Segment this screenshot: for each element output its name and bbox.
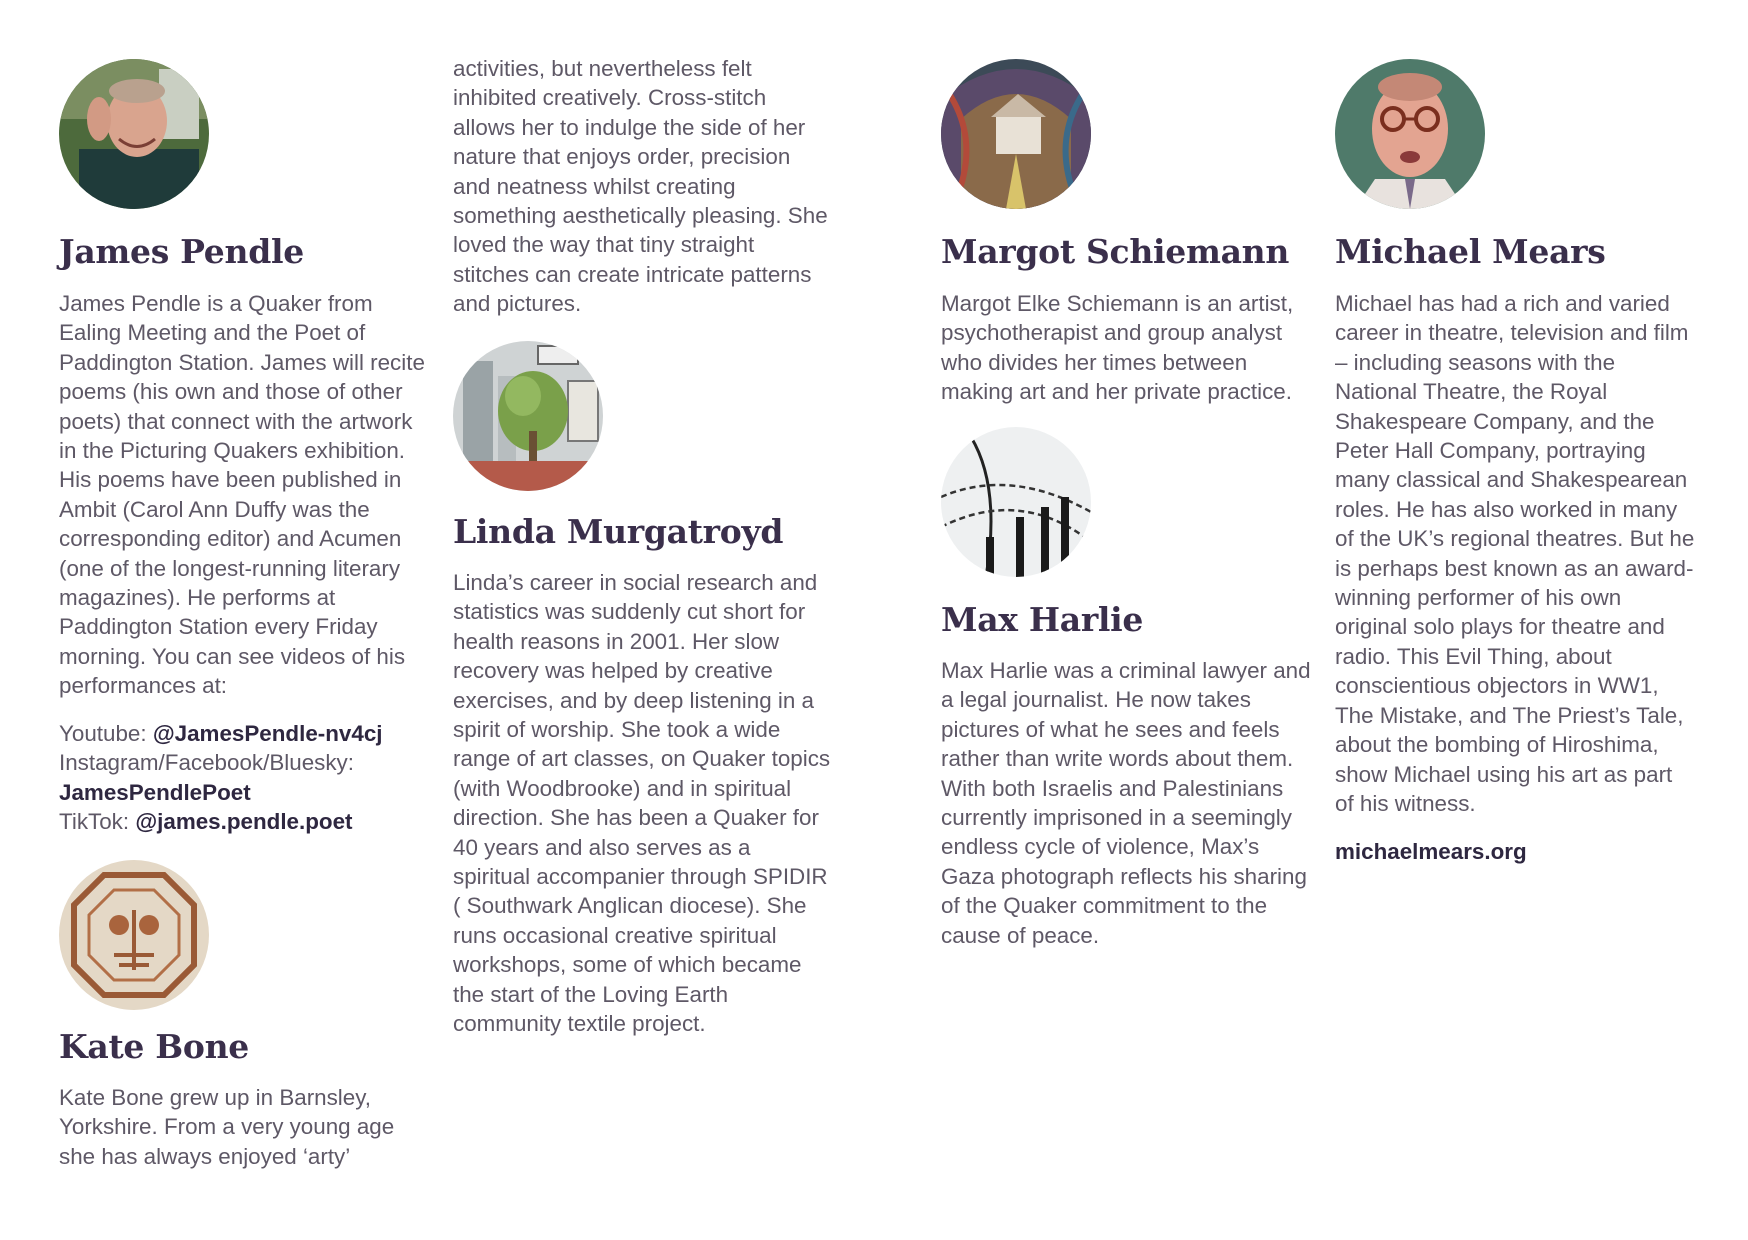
youtube-handle-link[interactable]: @JamesPendle-nv4cj bbox=[152, 721, 383, 746]
kate-bone-photo bbox=[59, 860, 209, 1010]
kate-bone-bio: Kate Bone grew up in Barnsley, Yorkshire. From a very young age she has always enjoyed ‘arty’ bbox=[59, 1085, 395, 1169]
michael-mears-website-link[interactable]: michaelmears.org bbox=[1335, 839, 1527, 864]
margot-schiemann-photo bbox=[941, 59, 1091, 209]
kate-bone-bio-continued: activities, but nevertheless felt inhibited creatively. Cross-stitch allows her to indulge the side of her nature that enjoys order, precision and neatness whilst creating something aesthetically pleasing. She loved the way that tiny straight stitches can create intricate patterns and pictures. bbox=[453, 56, 828, 317]
margot-schiemann-bio: Margot Elke Schiemann is an artist, psychotherapist and group analyst who divides her times between making art and her private practice. bbox=[941, 291, 1294, 405]
tiktok-handle-link[interactable]: @james.pendle.poet bbox=[135, 809, 353, 835]
linda-murgatroyd-name: Linda Murgatroyd bbox=[453, 512, 784, 551]
max-harlie-name: Max Harlie bbox=[941, 600, 1144, 639]
margot-schiemann-name: Margot Schiemann bbox=[941, 232, 1290, 271]
james-pendle-name: James Pendle bbox=[59, 232, 304, 271]
max-harlie-bio: Max Harlie was a criminal lawyer and a legal journalist. He now takes pictures of what he sees and feels rather than write words about them. With both Israelis and Palestinians currently imprisoned in a seemingly endless cycle of violence, Max’s Gaza photograph reflects his sharing of the Quaker commitment to the cause of peace. bbox=[941, 658, 1311, 948]
max-harlie-photo bbox=[941, 427, 1091, 577]
linda-murgatroyd-bio: Linda’s career in social research and statistics was suddenly cut short for health reasons in 2001. Her slow recovery was helped by creative exercises, and by deep listening in a spirit of worship. She took a wide range of art classes, on Quaker topics (with Woodbrooke) and in spiritual direction. She has been a Quaker for 40 years and also serves as a spiritual accompanier through SPIDIR ( Southwark Anglican diocese). She runs occasional creative spiritual workshops, some of which became the start of the Loving Earth community textile project. bbox=[453, 570, 831, 1037]
michael-mears-bio: Michael has had a rich and varied career in theatre, television and film – including seasons with the National Theatre, the Royal Shakespeare Company, and the Peter Hall Company, portraying many classical and Shakespearean roles. He has also worked in many of the UK’s regional theatres. But he is perhaps best known as an award-winning performer of his own original solo plays for theatre and radio. This Evil Thing, about conscientious objectors in WW1, The Mistake, and The Priest’s Tale, about the bombing of Hiroshima, show Michael using his art as part of his witness. bbox=[1335, 291, 1695, 816]
michael-mears-name: Michael Mears bbox=[1335, 232, 1606, 271]
instagram-handle-link[interactable]: JamesPendlePoet bbox=[59, 779, 251, 805]
james-pendle-bio: James Pendle is a Quaker from Ealing Meeting and the Poet of Paddington Station. James will recite poems (his own and those of other poets) that connect with the artwork in the Picturing Quakers exhibition. His poems have been published in Ambit (Carol Ann Duffy was the corresponding editor) and Acumen (one of the longest-running literary magazines). He performs at Paddington Station every Friday morning. You can see videos of his performances at: bbox=[59, 291, 425, 699]
kate-bone-name: Kate Bone bbox=[59, 1027, 249, 1066]
james-pendle-photo bbox=[59, 59, 209, 209]
james-pendle-social-links: Youtube: @JamesPendle-nv4cj Instagram/Facebook/Bluesky: JamesPendlePoet TikTok: @james.pendle.poet bbox=[59, 721, 383, 835]
michael-mears-photo bbox=[1335, 59, 1485, 209]
linda-murgatroyd-photo bbox=[453, 341, 603, 491]
